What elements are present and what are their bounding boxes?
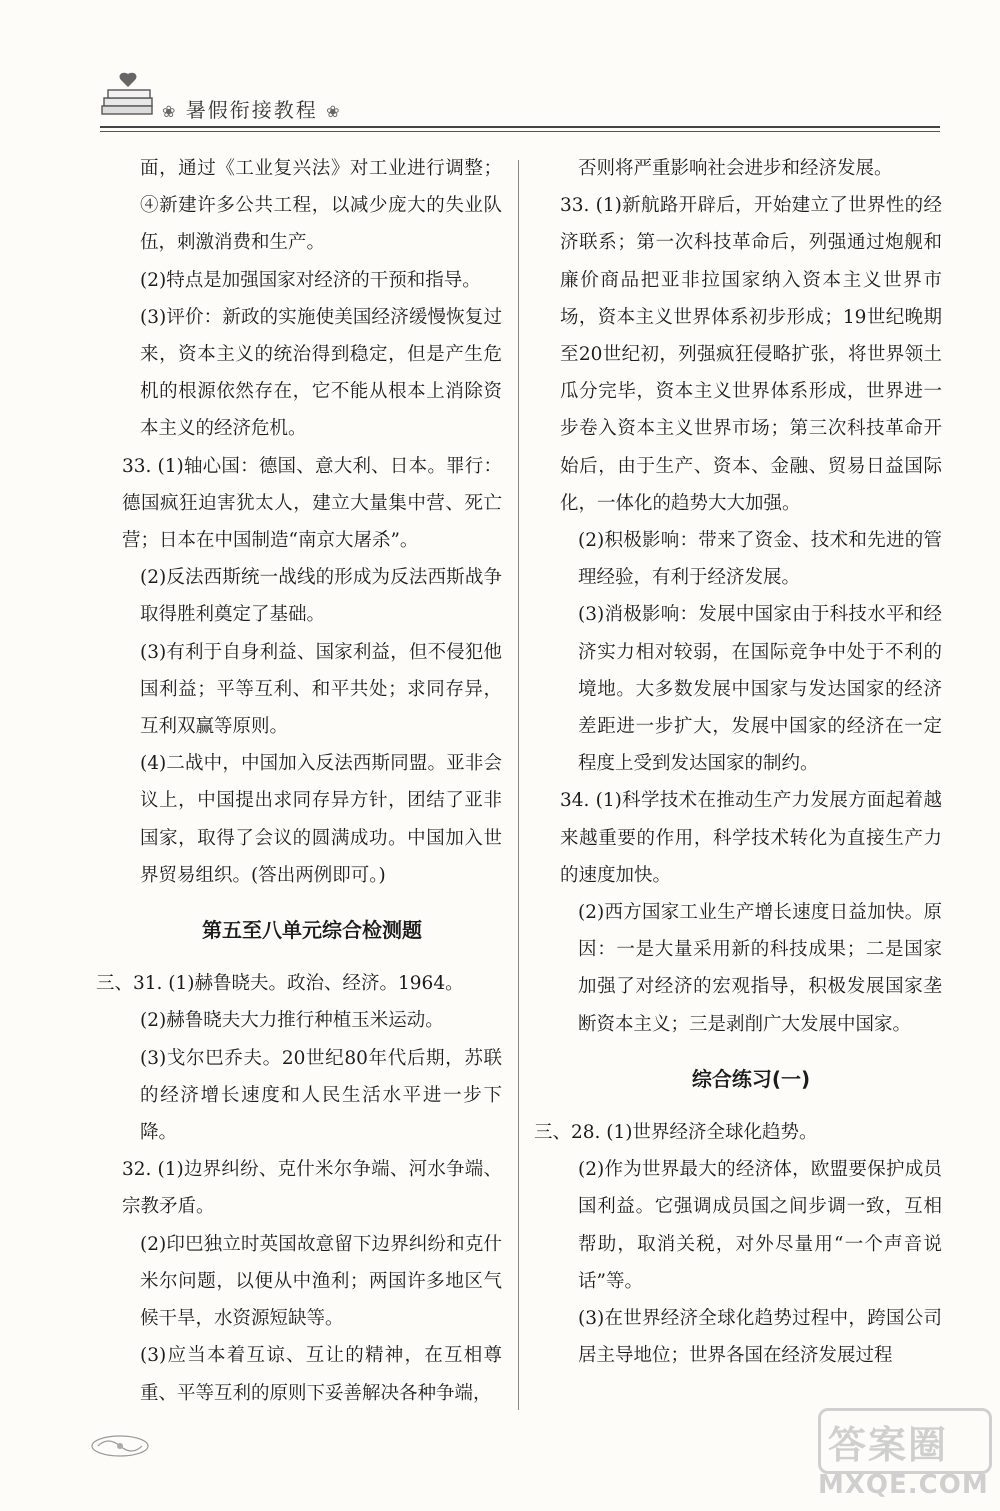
header-rule: [100, 126, 940, 128]
footer-ornament-icon: [88, 1432, 152, 1460]
answer-paragraph: (2)赫鲁晓夫大力推行种植玉米运动。: [140, 1010, 444, 1032]
answer-paragraph: (3)戈尔巴乔夫。20世纪80年代后期，苏联的经济增长速度和人民生活水平进一步下降。: [140, 1047, 502, 1144]
answer-paragraph: 33. (1)轴心国：德国、意大利、日本。罪行：德国疯狂迫害犹太人，建立大量集中营、死亡营；日本在中国制造“南京大屠杀”。: [122, 455, 502, 552]
header-title-text: 暑假衔接教程: [185, 98, 318, 122]
watermark: [818, 1408, 988, 1503]
answer-paragraph: (3)在世界经济全球化趋势过程中，跨国公司居主导地位；世界各国在经济发展过程: [578, 1308, 942, 1367]
header-rule-thin: [100, 131, 940, 132]
answer-paragraph: (3)评价：新政的实施使美国经济缓慢恢复过来，资本主义的统治得到稳定，但是产生危机的根源依然存在，它不能从根本上消除资本主义的经济危机。: [140, 306, 502, 440]
section-heading: 第五至八单元综合检测题: [202, 918, 422, 943]
section-heading: 综合练习(一): [691, 1066, 811, 1091]
header-title: [162, 94, 342, 123]
answer-paragraph: (2)作为世界最大的经济体，欧盟要保护成员国利益。它强调成员国之间步调一致，互相帮助，取消关税，对外尽量用“一个声音说话”等。: [578, 1159, 942, 1292]
answer-paragraph: 否则将严重影响社会进步和经济发展。: [578, 158, 893, 179]
answer-paragraph: (2)西方国家工业生产增长速度日益加快。原因：一是大量采用新的科技成果；二是国家加强了对经济的宏观指导，积极发展国家垄断资本主义；三是剥削广大发展中国家。: [578, 902, 942, 1035]
answer-paragraph: (4)二战中，中国加入反法西斯同盟。亚非会议上，中国提出求同存异方针，团结了亚非国家，取得了会议的圆满成功。中国加入世界贸易组织。(答出两例即可。): [140, 753, 502, 886]
right-column: [534, 150, 942, 1375]
books-logo-icon: [100, 68, 156, 124]
answer-paragraph: 面，通过《工业复兴法》对工业进行调整；④新建许多公共工程，以减少庞大的失业队伍，刺激消费和生产。: [140, 158, 502, 254]
answer-paragraph: (2)反法西斯统一战线的形成为反法西斯战争取得胜利奠定了基础。: [140, 567, 502, 626]
answer-paragraph: 三、31. (1)赫鲁晓夫。政治、经济。1964。: [96, 973, 464, 995]
watermark-text: 答案圈: [828, 1423, 949, 1467]
answer-paragraph: 32. (1)边界纠纷、克什米尔争端、河水争端、宗教矛盾。: [122, 1159, 502, 1218]
page-header: [100, 62, 940, 162]
flower-right-icon: ❀: [326, 102, 342, 121]
watermark-url: MXQE.COM: [818, 1470, 989, 1500]
answer-paragraph: 三、28. (1)世界经济全球化趋势。: [534, 1122, 818, 1144]
answer-paragraph: (3)消极影响：发展中国家由于科技水平和经济实力相对较弱，在国际竞争中处于不利的境地。大多数发展中国家与发达国家的经济差距进一步扩大，发展中国家的经济在一定程度上受到发达国家的制约。: [578, 604, 942, 775]
answer-paragraph: (2)特点是加强国家对经济的干预和指导。: [140, 269, 481, 291]
answer-paragraph: (3)应当本着互谅、互让的精神，在互相尊重、平等互利的原则下妥善解决各种争端，: [140, 1345, 502, 1404]
answer-paragraph: 34. (1)科学技术在推动生产力发展方面起着越来越重要的作用，科学技术转化为直接生产力的速度加快。: [560, 790, 942, 886]
left-column: [96, 150, 502, 1412]
column-divider: [518, 160, 519, 1410]
answer-paragraph: (3)有利于自身利益、国家利益，但不侵犯他国利益；平等互利、和平共处；求同存异，互利双赢等原则。: [140, 641, 502, 738]
answer-paragraph: 33. (1)新航路开辟后，开始建立了世界性的经济联系；第一次科技革命后，列强通过炮舰和廉价商品把亚非拉国家纳入资本主义世界市场，资本主义世界体系初步形成；19世纪晚期至20世纪初，列强疯狂侵略扩张，将世界领土瓜分完毕，资本主义世界体系形成，世界进一步卷入资本主义世界市场；第三次科技革命开始后，由于生产、资本、金融、贸易日益国际化，一体化的趋势大大加强。: [560, 195, 942, 514]
answer-paragraph: (2)印巴独立时英国故意留下边界纠纷和克什米尔问题，以便从中渔利；两国许多地区气候干旱，水资源短缺等。: [140, 1233, 502, 1330]
answer-paragraph: (2)积极影响：带来了资金、技术和先进的管理经验，有利于经济发展。: [578, 530, 942, 589]
flower-left-icon: ❀: [162, 102, 178, 121]
